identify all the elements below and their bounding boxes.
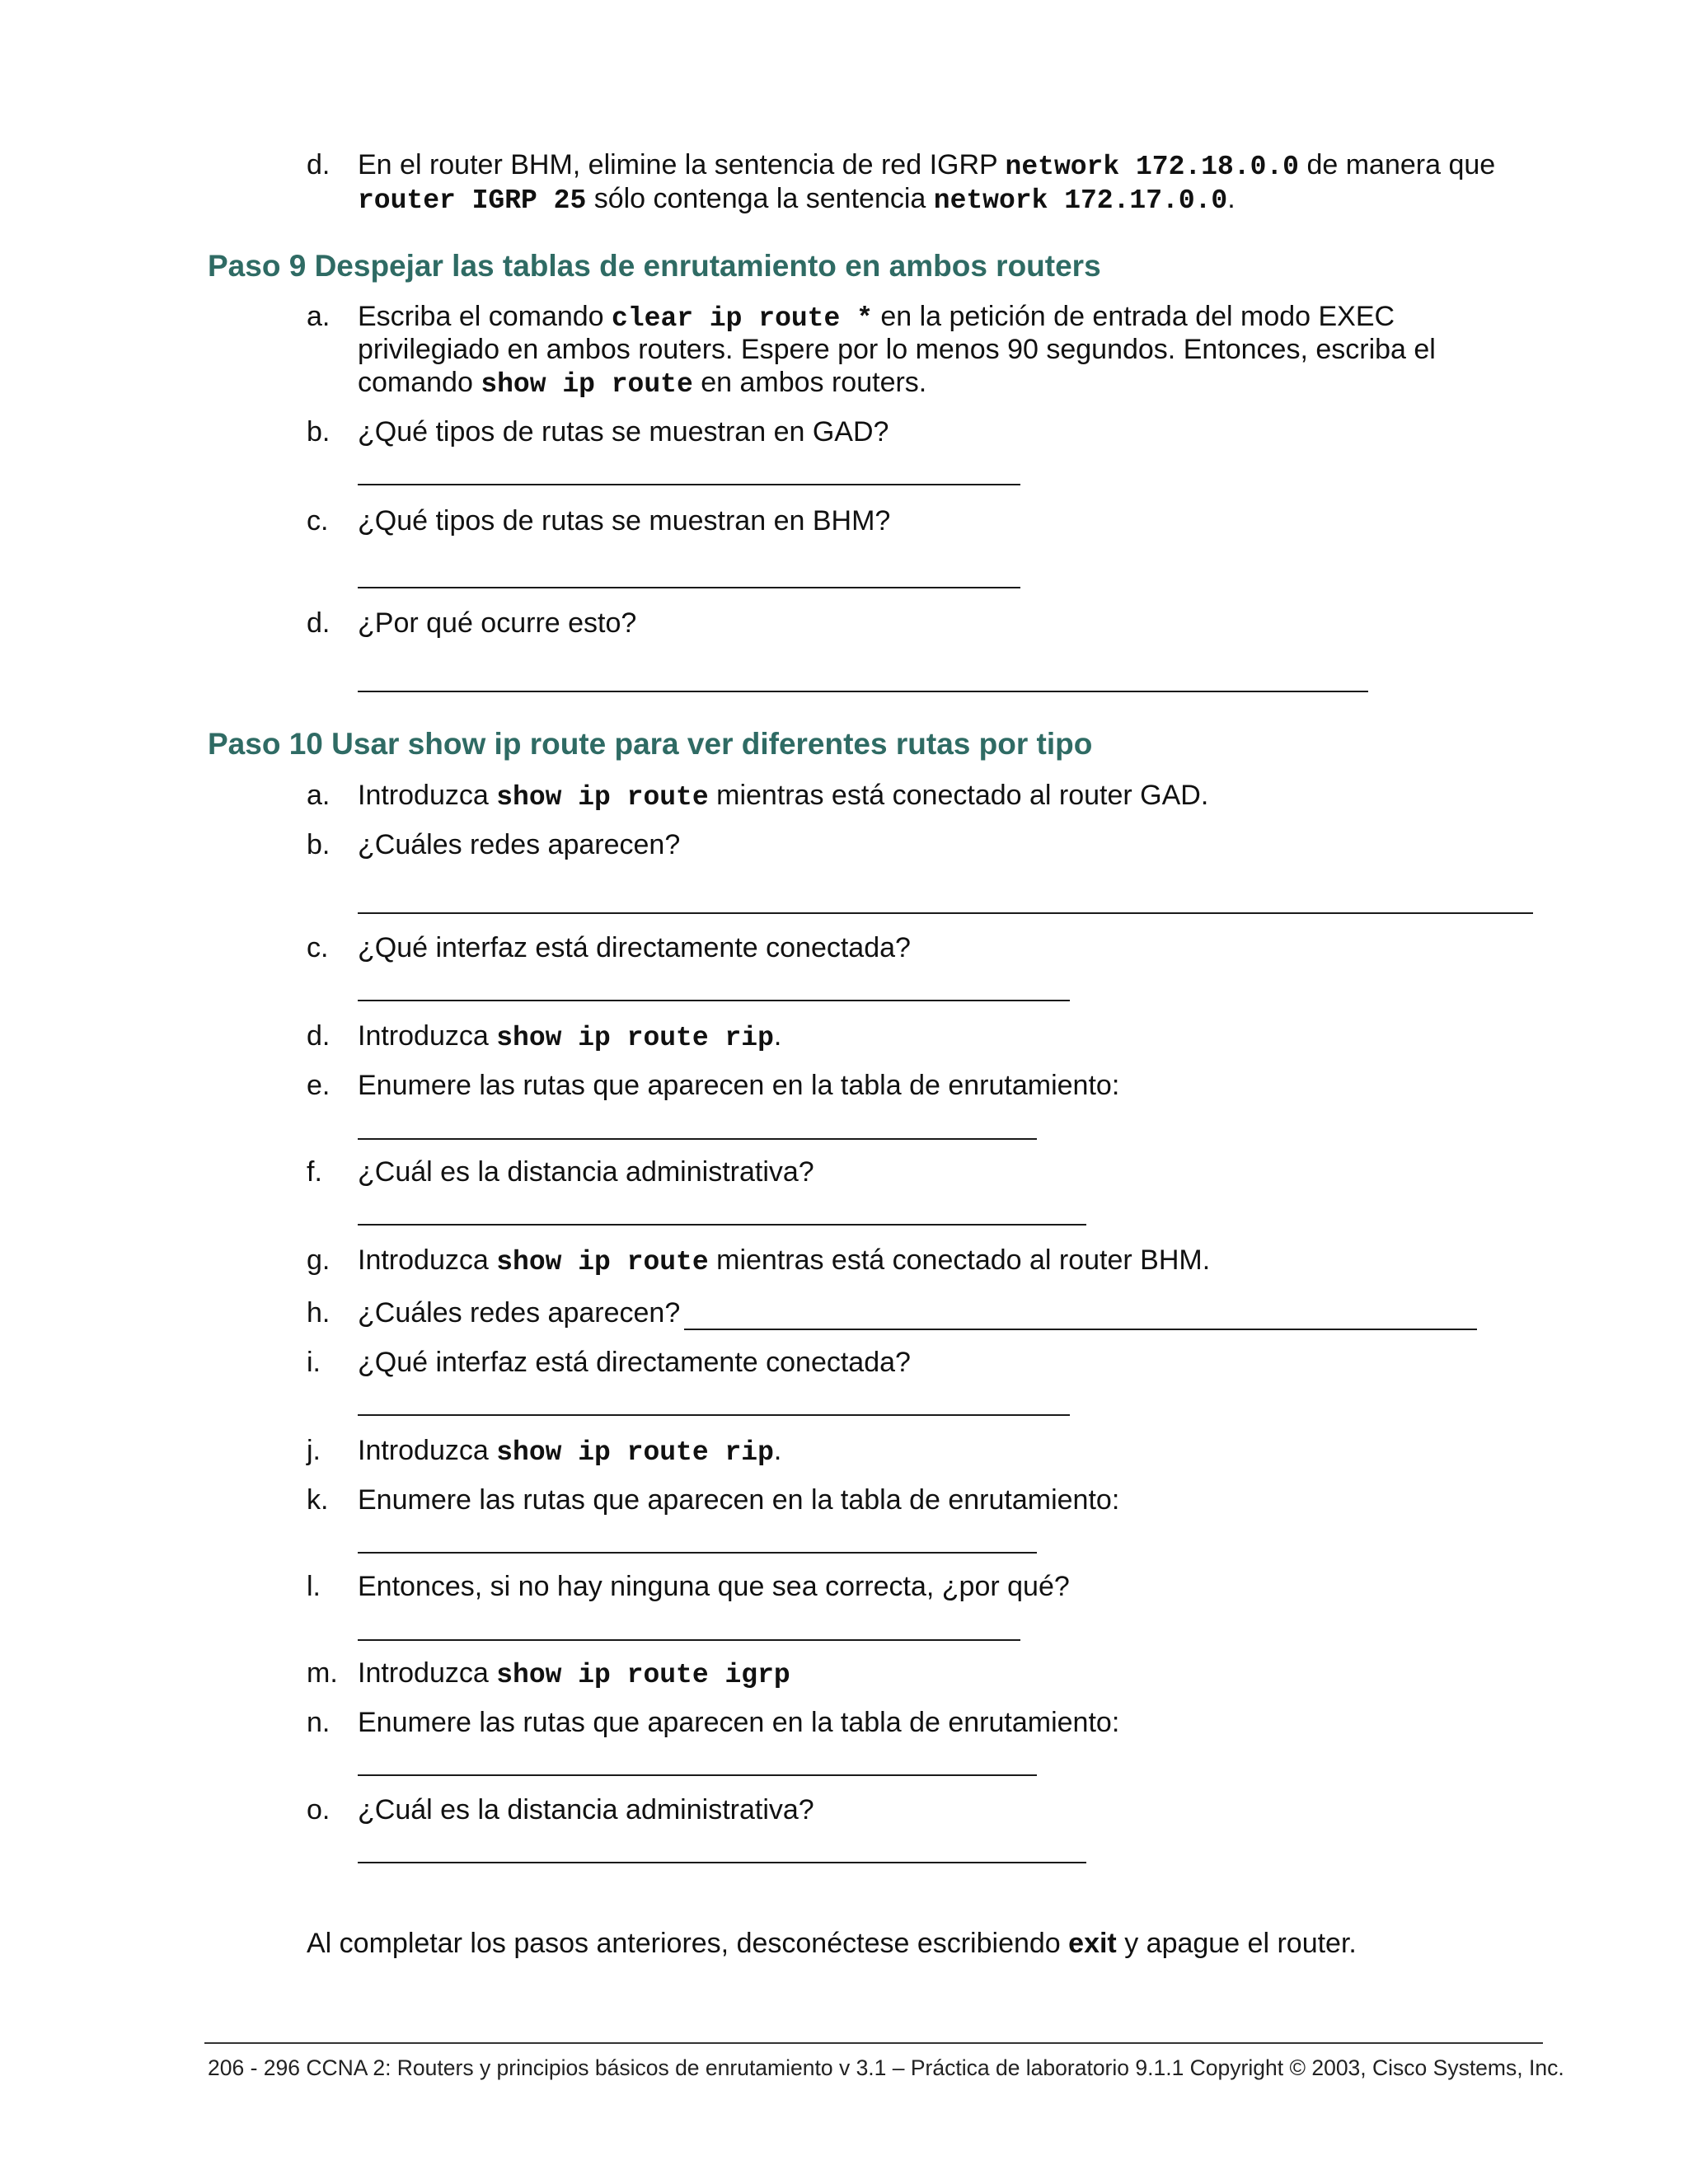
step-10-heading: Paso 10 Usar show ip route para ver diferentes rutas por tipo bbox=[208, 727, 1093, 761]
item-letter: o. bbox=[307, 1794, 331, 1825]
item-letter: k. bbox=[307, 1484, 329, 1516]
command-text: network 172.18.0.0 bbox=[1005, 152, 1299, 182]
command-text: show ip route igrp bbox=[496, 1660, 790, 1690]
answer-blank-10n[interactable] bbox=[358, 1774, 1037, 1776]
item-text bbox=[358, 300, 1395, 335]
item-letter: n. bbox=[307, 1707, 331, 1738]
answer-blank-9b[interactable] bbox=[358, 484, 1020, 485]
item-text: Enumere las rutas que aparecen en la tabla de enrutamiento: bbox=[358, 1070, 1120, 1101]
item-letter: d. bbox=[307, 1020, 331, 1052]
item-text: Entonces, si no hay ninguna que sea correcta, ¿por qué? bbox=[358, 1571, 1070, 1602]
text-run: Introduzca bbox=[358, 780, 497, 811]
text-run: En el router BHM, elimine la sentencia de red IGRP bbox=[358, 149, 1006, 180]
answer-blank-9d[interactable] bbox=[358, 691, 1368, 692]
text-run: . bbox=[773, 1020, 782, 1052]
command-text: network 172.17.0.0 bbox=[933, 185, 1228, 216]
item-letter: a. bbox=[307, 301, 331, 332]
item-text: ¿Cuáles redes aparecen? bbox=[358, 1297, 681, 1329]
text-run: y apague el router. bbox=[1116, 1928, 1357, 1959]
item-letter: g. bbox=[307, 1244, 331, 1276]
item-text: ¿Cuál es la distancia administrativa? bbox=[358, 1794, 814, 1825]
text-run: de manera que bbox=[1299, 149, 1496, 180]
item-letter: i. bbox=[307, 1347, 321, 1378]
answer-blank-10b[interactable] bbox=[358, 912, 1533, 914]
item-text: Enumere las rutas que aparecen en la tabla de enrutamiento: bbox=[358, 1484, 1120, 1516]
closing-paragraph bbox=[307, 1928, 1357, 1960]
item-text: ¿Qué interfaz está directamente conectada? bbox=[358, 1347, 911, 1378]
item-text bbox=[358, 779, 1208, 814]
item-text: ¿Qué tipos de rutas se muestran en BHM? bbox=[358, 505, 891, 537]
item-letter: b. bbox=[307, 829, 331, 860]
item-text bbox=[358, 1434, 781, 1469]
item-letter: m. bbox=[307, 1657, 338, 1689]
item-letter: h. bbox=[307, 1297, 331, 1329]
item-letter: c. bbox=[307, 932, 329, 963]
text-run: en la petición de entrada del modo EXEC bbox=[872, 301, 1395, 332]
answer-blank-10f[interactable] bbox=[358, 1224, 1086, 1226]
text-run: mientras está conectado al router BHM. bbox=[708, 1244, 1211, 1276]
text-run: Introduzca bbox=[358, 1435, 497, 1466]
text-run: Al completar los pasos anteriores, desconéctese escribiendo bbox=[307, 1928, 1069, 1959]
item-text: privilegiado en ambos routers. Espere por lo menos 90 segundos. Entonces, escriba el bbox=[358, 334, 1436, 365]
answer-blank-9c[interactable] bbox=[358, 587, 1020, 588]
exit-keyword: exit bbox=[1068, 1928, 1117, 1959]
item-letter: a. bbox=[307, 780, 331, 811]
command-text: show ip route bbox=[496, 782, 709, 813]
text-run: . bbox=[1227, 183, 1236, 214]
text-run: sólo contenga la sentencia bbox=[586, 183, 934, 214]
item-letter: b. bbox=[307, 416, 331, 448]
item-text bbox=[358, 1244, 1210, 1279]
item-text bbox=[358, 148, 1495, 184]
item-letter: e. bbox=[307, 1070, 331, 1101]
item-text: ¿Qué tipos de rutas se muestran en GAD? bbox=[358, 416, 889, 448]
text-run: Introduzca bbox=[358, 1244, 497, 1276]
item-text bbox=[358, 1657, 790, 1692]
answer-blank-10e[interactable] bbox=[358, 1138, 1037, 1140]
item-text: ¿Por qué ocurre esto? bbox=[358, 607, 637, 639]
answer-blank-10l[interactable] bbox=[358, 1639, 1020, 1641]
text-run: mientras está conectado al router GAD. bbox=[708, 780, 1209, 811]
command-text: router IGRP 25 bbox=[358, 185, 587, 216]
text-run: Escriba el comando bbox=[358, 301, 612, 332]
item-text: ¿Qué interfaz está directamente conectada? bbox=[358, 932, 911, 963]
item-text: Enumere las rutas que aparecen en la tabla de enrutamiento: bbox=[358, 1707, 1120, 1738]
item-letter: l. bbox=[307, 1571, 321, 1602]
text-run: comando bbox=[358, 367, 481, 398]
command-text: show ip route bbox=[496, 1247, 709, 1277]
command-text: show ip route bbox=[481, 369, 693, 400]
command-text: clear ip route * bbox=[612, 303, 873, 334]
item-letter: c. bbox=[307, 505, 329, 537]
page-footer: 206 - 296 CCNA 2: Routers y principios básicos de enrutamiento v 3.1 – Práctica de laboratorio 9.1.1 Copyright © 2003, Cisco Systems, Inc. bbox=[208, 2055, 1564, 2080]
item-letter: d. bbox=[307, 607, 331, 639]
item-text: ¿Cuáles redes aparecen? bbox=[358, 829, 681, 860]
answer-blank-10o[interactable] bbox=[358, 1862, 1086, 1863]
step-9-heading: Paso 9 Despejar las tablas de enrutamiento en ambos routers bbox=[208, 249, 1101, 283]
item-text bbox=[358, 182, 1236, 218]
command-text: show ip route rip bbox=[496, 1437, 774, 1468]
text-run: . bbox=[773, 1435, 782, 1466]
item-text bbox=[358, 366, 926, 401]
answer-blank-10h[interactable] bbox=[684, 1329, 1477, 1330]
text-run: Introduzca bbox=[358, 1657, 497, 1689]
footer-divider bbox=[204, 2042, 1543, 2044]
item-text: ¿Cuál es la distancia administrativa? bbox=[358, 1156, 814, 1188]
item-text bbox=[358, 1019, 781, 1055]
answer-blank-10k[interactable] bbox=[358, 1552, 1037, 1554]
text-run: Introduzca bbox=[358, 1020, 497, 1052]
command-text: show ip route rip bbox=[496, 1023, 774, 1053]
answer-blank-10c[interactable] bbox=[358, 1000, 1070, 1001]
answer-blank-10i[interactable] bbox=[358, 1414, 1070, 1416]
item-letter: f. bbox=[307, 1156, 322, 1188]
item-letter: j. bbox=[307, 1435, 321, 1466]
text-run: en ambos routers. bbox=[692, 367, 927, 398]
item-letter: d. bbox=[307, 149, 331, 180]
